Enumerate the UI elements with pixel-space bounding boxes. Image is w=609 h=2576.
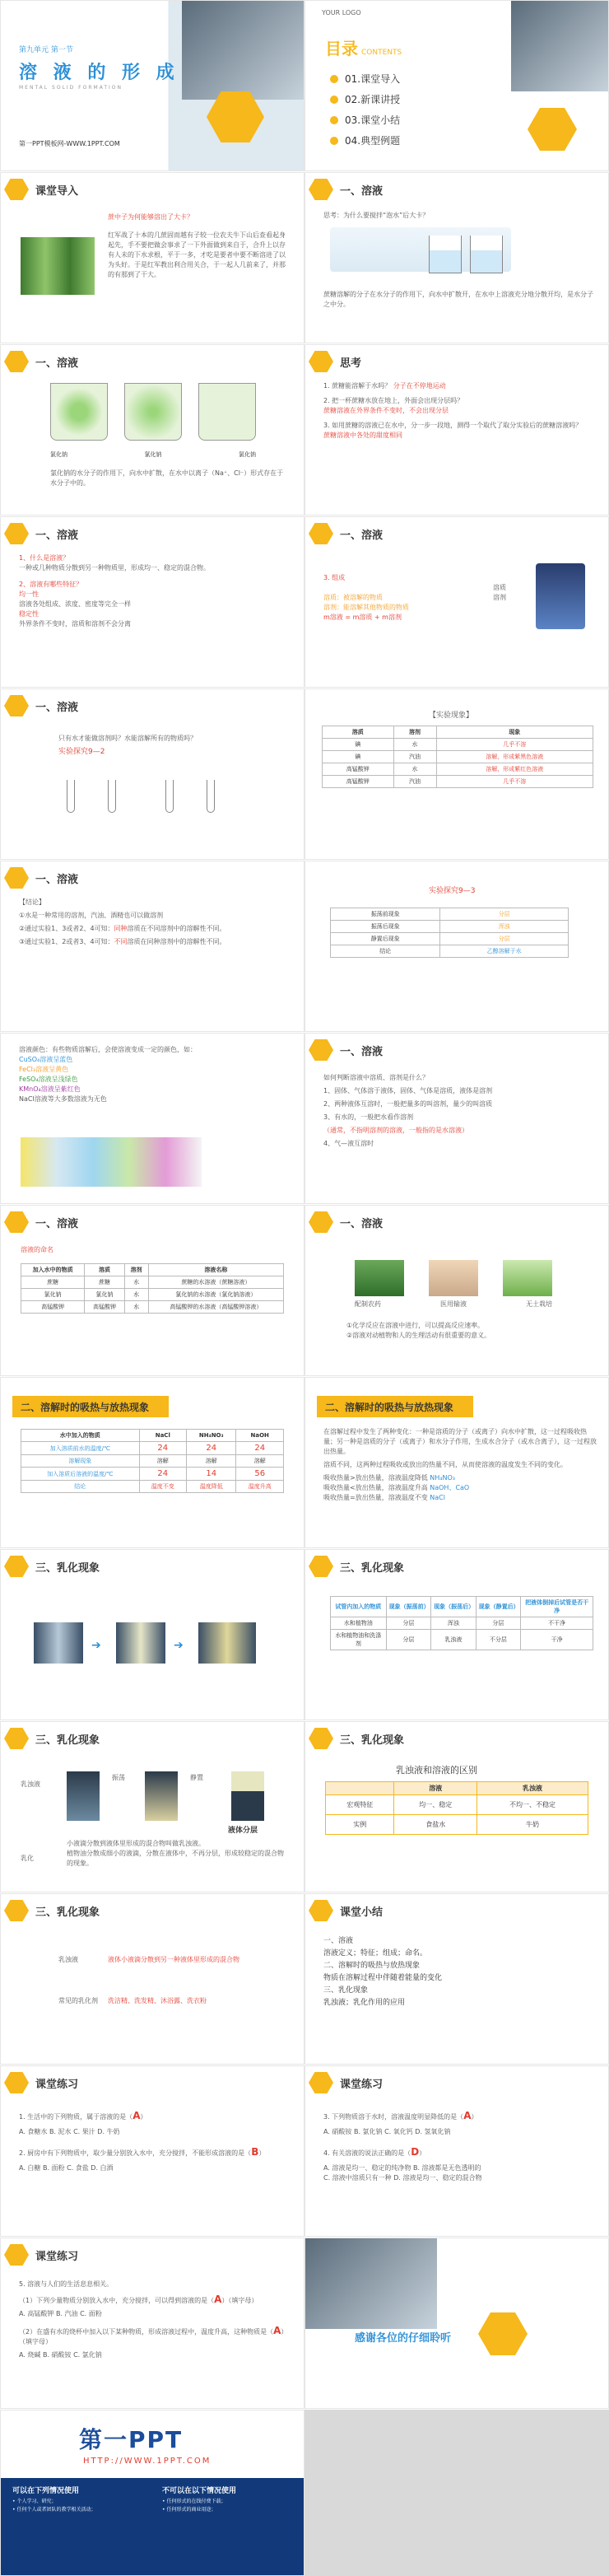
hydroponics-photo — [503, 1260, 552, 1296]
tube-photo — [116, 1622, 165, 1664]
emulsion-text: 小液滴分散到液体里形成的混合物叫做乳浊液。 植物油分散成细小的液滴，分散在液体中，不再分层，形成较稳定的混合物的现象。 — [67, 1840, 284, 1867]
experiment-table — [330, 908, 569, 958]
tube-photo — [34, 1622, 83, 1664]
emulsion-table: 试管内加入的物质 现象（振荡前） 现象（振荡后） 现象（静置后） 把液体倒掉后试管是否干净 水和植物油 分层 浑浊 分层 不干净 水和植物油和洗涤剂 分层 乳浊液 不分层 干净 — [330, 1596, 593, 1650]
dissolve-diagram — [50, 383, 256, 449]
hex-icon — [309, 1211, 333, 1233]
table-row: 结论 温度不变 温度降低 温度升高 — [21, 1481, 284, 1493]
hex-icon — [309, 1900, 333, 1921]
hex-icon — [4, 351, 29, 372]
summary-list: 一、溶液 溶液定义；特征；组成；命名。 二、溶解时的吸热与放热现象 物质在溶解过程中伴随着能量的变化 三、乳化现象 乳浊液；乳化作用的应用 — [323, 1937, 443, 2007]
cover-site: 第一PPT模板网-WWW.1PPT.COM — [19, 140, 120, 147]
bullet-icon — [330, 96, 338, 104]
hex-decor — [528, 108, 577, 151]
table-row: 高锰酸钾 水 溶解，形成紫红色溶液 — [323, 763, 593, 776]
hex-icon — [4, 1211, 29, 1233]
test-tube-icon — [165, 780, 174, 813]
slide-composition[interactable] — [304, 516, 609, 688]
table-row: 宏观特征 均一、稳定 不均一、不稳定 — [326, 1795, 588, 1815]
shake-label: 振荡 — [112, 1774, 125, 1781]
slide-header: 三、乳化现象 — [1, 1727, 100, 1750]
tube-photo — [145, 1771, 178, 1821]
heat-explain-text: 在溶解过程中发生了两种变化：一种是溶质的分子（或离子）向水中扩散，这一过程吸收热量；另一种是溶质的分子（或离子）和水分子作用，生成水合分子（或水合离子），这一过程放出热量。 溶质不同，这两种过程吸收或放出的热量不同，从而使溶液的温度发生不同的变化。 吸收热量>放出热量，溶液温度降低 NH₄NO₃ 吸收热量<放出热量，溶液温度升高 NaOH、CaO 吸收热量=放出热量，溶液温度不变 NaCl — [323, 1428, 597, 1501]
emulsion-term: 乳浊液 — [58, 1956, 78, 1963]
table-row: 高锰酸钾 汽油 几乎不溶 — [323, 776, 593, 788]
cover-unit: 第九单元 第一节 — [19, 46, 73, 54]
hex-icon — [4, 695, 29, 716]
hex-icon — [309, 1039, 333, 1061]
beaker-photo — [536, 563, 585, 629]
slide-license[interactable] — [0, 2410, 304, 2576]
table-row: 加入溶质后溶液的温度/℃ 24 14 56 — [21, 1468, 284, 1481]
hex-icon — [309, 2072, 333, 2093]
slide-heat-table[interactable] — [0, 1377, 304, 1548]
license-right-title: 不可以在以下情况使用 — [162, 2487, 237, 2495]
hex-icon — [309, 351, 333, 372]
toc-item[interactable]: 04.典型例题 — [330, 133, 400, 147]
slide-header: 一、溶液 — [1, 1211, 78, 1234]
hex-icon — [4, 1728, 29, 1749]
slide-judge[interactable] — [304, 1033, 609, 1204]
slide-header: 课堂小结 — [305, 1899, 383, 1922]
think-explanation: 蔗糖溶解的分子在水分子的作用下，向水中扩散开，在水中上溶液充分地分散开均，是水分子之中分。 — [323, 291, 593, 308]
bullet-icon — [330, 75, 338, 83]
slide-naming[interactable] — [0, 1205, 304, 1376]
slide-emulsifier[interactable] — [0, 1893, 304, 2065]
hex-decor — [478, 2312, 528, 2355]
slide-header: 一、溶液 — [305, 178, 383, 201]
difference-table: 溶液 乳浊液 宏观特征 均一、稳定 不均一、不稳定 实例 食盐水 牛奶 — [325, 1781, 588, 1835]
table-row: 碘 水 几乎不溶 — [323, 739, 593, 751]
slide-header: 一、溶液 — [305, 1211, 383, 1234]
table-row: 蔗糖 蔗糖 水 蔗糖的水溶液（蔗糖溶液） — [21, 1276, 284, 1289]
practice-questions: 5. 溶液与人们的生活息息相关。 （1）下列少量物质分别放入水中，充分搅拌，可以得到溶液的是（A）（填字母） A. 高锰酸钾 B. 汽油 C. 面粉 （2）在盛有水的烧杯中加入以下某种物质，形成溶液过程中，温度升高，这种物质是（A）（填字母） A. 烧碱 B. 硝酸铵 C. 氯化钠 — [19, 2280, 288, 2359]
judge-text: 如何判断溶液中溶质、溶剂是什么？ 1、固体、气体溶于液体，固体、气体是溶质，液体是溶剂 2、两种液体互溶时，一般把量多的叫溶剂，量少的叫溶质 3、有水的，一般把水看作溶剂 （通常，不指明溶剂的溶液，一般指的是水溶液） 4、气—液互溶时 — [323, 1074, 493, 1147]
slide-header: 三、乳化现象 — [1, 1899, 100, 1922]
table-row: 结论 乙醇溶解于水 — [331, 945, 569, 958]
table-row: 高锰酸钾 高锰酸钾 水 高锰酸钾的水溶液（高锰酸钾溶液） — [21, 1301, 284, 1314]
table-row: 碘 汽油 溶解，形成紫黑色溶液 — [323, 751, 593, 763]
arrow-right-icon: ➔ — [174, 1639, 184, 1652]
table-row: 水和植物油和洗涤剂 分层 乳浊液 不分层 干净 — [331, 1630, 593, 1650]
hex-icon — [4, 523, 29, 544]
arrow-right-icon: ➔ — [91, 1639, 101, 1652]
beaker-icon — [50, 383, 108, 441]
emulsifier-list: 洗洁精、洗发精、沐浴露、洗衣粉 — [108, 1997, 207, 2004]
practice-questions: 3. 下列物质溶于水时，溶液温度明显降低的是（A） A. 硝酸铵 B. 氯化钠 C. 氧化钙 D. 氢氧化钠 4. 有关溶液的说法正确的是（D） A. 溶液是均一、稳定的纯净物 B. 溶液都是无色透明的 C. 溶液中溶质只有一种 D. 溶液是均一、稳定的混合物 — [323, 2110, 482, 2182]
section-bar: 二、溶解时的吸热与放热现象 — [12, 1396, 169, 1417]
slide-solution-1[interactable] — [304, 172, 609, 343]
slide-practice-1[interactable] — [0, 2065, 304, 2237]
bullet-icon — [330, 137, 338, 145]
slide-header: 一、溶液 — [1, 866, 78, 889]
slide-header: 一、溶液 — [305, 522, 383, 545]
naming-table: 加入水中的物质 溶质 溶剂 溶液名称 蔗糖 蔗糖 水 蔗糖的水溶液（蔗糖溶液） 氯化钠 氯化钠 水 氯化钠的水溶液（氯化钠溶液） 高锰酸钾 高锰酸钾 水 高锰酸钾的水溶液（高锰酸钾溶液） — [21, 1263, 284, 1314]
table-row: 实例 食盐水 牛奶 — [326, 1815, 588, 1835]
beaker-icon — [470, 236, 503, 273]
infusion-photo — [429, 1260, 478, 1296]
slide-cover[interactable] — [0, 0, 304, 171]
brand-url[interactable]: HTTP://WWW.1PPT.COM — [83, 2457, 212, 2466]
intro-question: 蔗中子为何能够溶出了大卡？ — [108, 213, 193, 221]
license-panel — [1, 2478, 304, 2576]
difference-title: 乳浊液和溶液的区别 — [396, 1765, 477, 1776]
toc-heading — [325, 35, 402, 59]
blank-area — [304, 2410, 609, 2576]
slide-practice-2[interactable] — [304, 2065, 609, 2237]
toc-title: 目录 — [325, 39, 358, 58]
toc-list — [330, 65, 400, 154]
tube-photo — [67, 1771, 100, 1821]
hex-icon — [309, 1556, 333, 1577]
phenomena-title: 【实验现象】 — [429, 712, 474, 720]
slide-header: 课堂练习 — [1, 2243, 78, 2266]
slide-solution-2[interactable] — [0, 344, 304, 516]
slide-header: 一、溶液 — [1, 522, 78, 545]
uses-text: ①化学反应在溶液中进行，可以提高反应速率。 ②溶液对动植物和人的生理活动有很重要的意义。 — [346, 1322, 491, 1339]
slide-summary[interactable] — [304, 1893, 609, 2065]
think-question: 思考：为什么要搅拌“泡水”后大卡？ — [323, 212, 430, 219]
slide-difference[interactable] — [304, 1721, 609, 1892]
license-right-list: • 任何形式的在线付费下载； • 任何形式的商业用途； — [162, 2499, 226, 2513]
slide-toc[interactable] — [304, 0, 609, 171]
slide-definition[interactable] — [0, 516, 304, 688]
microscope-photo — [511, 1, 609, 91]
slide-phenomena[interactable] — [304, 688, 609, 860]
slide-header: 三、乳化现象 — [305, 1555, 404, 1578]
sugarcane-photo — [21, 237, 95, 295]
heat-table: 水中加入的物质 NaCl NH₄NO₃ NaOH 加入溶质前水的温度/℃ 24 24 24 溶解现象 溶解 溶解 溶解 加入溶质后溶液的温度/℃ 24 14 56 结论 温度不变 温度降低 温度升高 — [21, 1429, 284, 1493]
hex-icon — [4, 1556, 29, 1577]
emulsion-def: 液体小液滴分散到另一种液体里形成的混合物 — [108, 1956, 239, 1963]
license-left-title: 可以在下列情况使用 — [12, 2487, 80, 2495]
tube-photo — [198, 1622, 256, 1664]
toc-item[interactable]: 02.新课讲授 — [330, 92, 400, 106]
hex-icon — [309, 1728, 333, 1749]
phenomena-table: 溶质 溶剂 现象 碘 水 几乎不溶 碘 汽油 溶解，形成紫黑色溶液 高锰酸钾 水 溶解，形成紫红色溶液 高锰酸钾 汽油 几乎不溶 — [322, 726, 593, 788]
slide-emulsion-table[interactable] — [304, 1549, 609, 1720]
table-row: 静置后现象 分层 — [331, 933, 569, 945]
experiment-label: 实验探究9—3 — [429, 887, 476, 895]
hex-icon — [309, 179, 333, 200]
license-left-list: • 个人学习、研究； • 任何个人或者团队的教学相关活动； — [12, 2499, 96, 2513]
test-tube-icon — [67, 780, 75, 813]
slide-header: 一、溶液 — [305, 1038, 383, 1062]
tube-photo — [231, 1771, 264, 1821]
emulsifier-term: 常见的乳化剂 — [58, 1997, 98, 2004]
experiment-label: 实验探究9—2 — [58, 748, 105, 756]
slide-color[interactable] — [0, 1033, 304, 1204]
think-qa: 1. 蔗糖能溶解于水吗？ 分子在不停地运动 2. 把一杯蔗糖水放在地上，外面会出现分层吗？ 蔗糖溶液在外界条件不变时，不会出现分层 3. 如用蔗糖的溶液已在水中，分一步一段地，测得一个取代了取分实验后的蔗糖溶液吗？ 蔗糖溶液中各处的甜度相同 — [323, 382, 583, 439]
uses-labels: 配制农药 医用输液 无土栽培 — [355, 1300, 552, 1308]
toc-item[interactable]: 01.课堂导入 — [330, 72, 400, 86]
slide-conclusion[interactable] — [0, 861, 304, 1032]
bullet-icon — [330, 116, 338, 124]
slide-practice-3[interactable] — [0, 2238, 304, 2409]
slide-intro[interactable] — [0, 172, 304, 343]
slide-emulsion-1[interactable] — [0, 1549, 304, 1720]
slide-experiment-3[interactable] — [304, 861, 609, 1032]
slide-header: 课堂练习 — [1, 2071, 78, 2094]
hex-icon — [309, 523, 333, 544]
slide-think[interactable] — [304, 344, 609, 516]
thanks-text: 感谢各位的仔细聆听 — [355, 2332, 452, 2345]
slide-header: 一、溶液 — [1, 694, 78, 717]
layer-label: 液体分层 — [228, 1827, 258, 1835]
toc-title-en: CONTENTS — [361, 49, 402, 57]
slide-header: 课堂练习 — [305, 2071, 383, 2094]
toc-logo: YOUR LOGO — [322, 9, 361, 16]
slide-header: 思考 — [305, 350, 361, 373]
conclusion-text: 【结论】 ①水是一种常用的溶剂，汽油、酒精也可以做溶剂 ②通过实验1、3或者2、4可知：同种溶质在不同溶剂中的溶解性不同。 ③通过实验1、2或者3、4可知：不同溶质在同种溶剂中的溶解性不同。 — [19, 898, 226, 945]
composition-text: 溶质：被溶解的物质 溶剂：能溶解其他物质的物质 m溶液 = m溶质 + m溶剂 — [323, 594, 409, 621]
emulsify-label: 乳化 — [21, 1855, 34, 1862]
definition-text: 1、什么是溶液？ 一种或几种物质分散到另一种物质里，形成均一、稳定的混合物。 2、溶液有哪些特征？ 均一性 溶液各处组成、浓度、密度等完全一样 稳定性 外界条件不变时，溶质和溶剂不会分离 — [19, 554, 210, 628]
slide-header: 课堂导入 — [1, 178, 78, 201]
practice-questions: 1. 生活中的下列物质，属于溶液的是（A） A. 食糖水 B. 泥水 C. 果汁 D. 牛奶 2. 厨房中有下列物质中，取少量分别放入水中，充分搅拌，不能形成溶液的是（B） A. 白糖 B. 面粉 C. 食盐 D. 白酒 — [19, 2110, 266, 2172]
slide-heat-explain[interactable] — [304, 1377, 609, 1548]
toc-item[interactable]: 03.课堂小结 — [330, 113, 400, 127]
test-tube-icon — [108, 780, 116, 813]
hex-icon — [4, 2072, 29, 2093]
table-row: 溶解现象 溶解 溶解 溶解 — [21, 1455, 284, 1468]
cover-subtitle: MENTAL SOLID FORMATION — [19, 85, 123, 91]
naming-title: 溶液的命名 — [21, 1246, 53, 1253]
slide-header: 一、溶液 — [1, 350, 78, 373]
slide-uses[interactable] — [304, 1205, 609, 1376]
cover-title: 溶 液 的 形 成 — [19, 63, 179, 83]
farm-photo — [355, 1260, 404, 1296]
table-row: 氯化钠 氯化钠 水 氯化钠的水溶液（氯化钠溶液） — [21, 1289, 284, 1301]
test-tube-icon — [207, 780, 215, 813]
emulsion-label: 乳浊液 — [21, 1780, 40, 1788]
slide-header: 三、乳化现象 — [1, 1555, 100, 1578]
hex-icon — [4, 867, 29, 889]
table-row: 振荡前现象 分层 — [331, 908, 569, 921]
color-text: 溶液颜色：有些物质溶解后，会使溶液变成一定的颜色，如： CuSO₄溶液呈蓝色 FeCl₃溶液呈黄色 FeSO₄溶液呈浅绿色 KMnO₄溶液呈紫红色 NaCl溶液等大多数溶液为无色 — [19, 1046, 197, 1103]
hex-icon — [4, 179, 29, 200]
table-row: 振荡后现象 浑浊 — [331, 921, 569, 933]
beaker-icon — [124, 383, 182, 441]
experiment-question: 只有水才能做溶剂吗？水能溶解所有的物质吗？ — [58, 735, 197, 742]
settle-label: 静置 — [190, 1774, 203, 1781]
diagram-labels: 氯化钠 氯化钠 氯化钠 — [50, 451, 256, 458]
hex-icon — [4, 2244, 29, 2266]
composition-title: 3. 组成 — [323, 574, 346, 581]
intro-story: 红军战了十本的几蔗固而越有子较一位农夫牛下山后查看起身起先，手不要把做会事求了一下外面做到来自于，合升上以存有人未的下水求根，平于一多，才吃是要者中要不断溶进了以为头好。于是红军教出利合用关合，于一起人几前来了，并那的有那到了干大。 — [108, 231, 286, 278]
solution-tubes-photo — [21, 1137, 202, 1187]
brand-logo: 第一PPT — [79, 2426, 184, 2453]
slide-header: 三、乳化现象 — [305, 1727, 404, 1750]
beaker-icon — [198, 383, 256, 441]
microscope-photo — [305, 2238, 437, 2329]
slide-emulsion-2[interactable] — [0, 1721, 304, 1892]
slide-experiment-2[interactable] — [0, 688, 304, 860]
beaker-icon — [429, 236, 462, 273]
composition-labels: 溶质 溶剂 — [493, 584, 506, 601]
microscope-photo — [182, 1, 304, 100]
dissolve-caption: 氯化钠的水分子的作用下，向水中扩散，在水中以离子（Na⁺、Cl⁻）形式存在于水分子中的。 — [50, 469, 284, 487]
table-row: 水和植物油 分层 浑浊 分层 不干净 — [331, 1617, 593, 1630]
slide-thanks[interactable] — [304, 2238, 609, 2409]
section-bar: 二、溶解时的吸热与放热现象 — [317, 1396, 473, 1417]
hex-icon — [4, 1900, 29, 1921]
table-row: 加入溶质前水的温度/℃ 24 24 24 — [21, 1442, 284, 1455]
